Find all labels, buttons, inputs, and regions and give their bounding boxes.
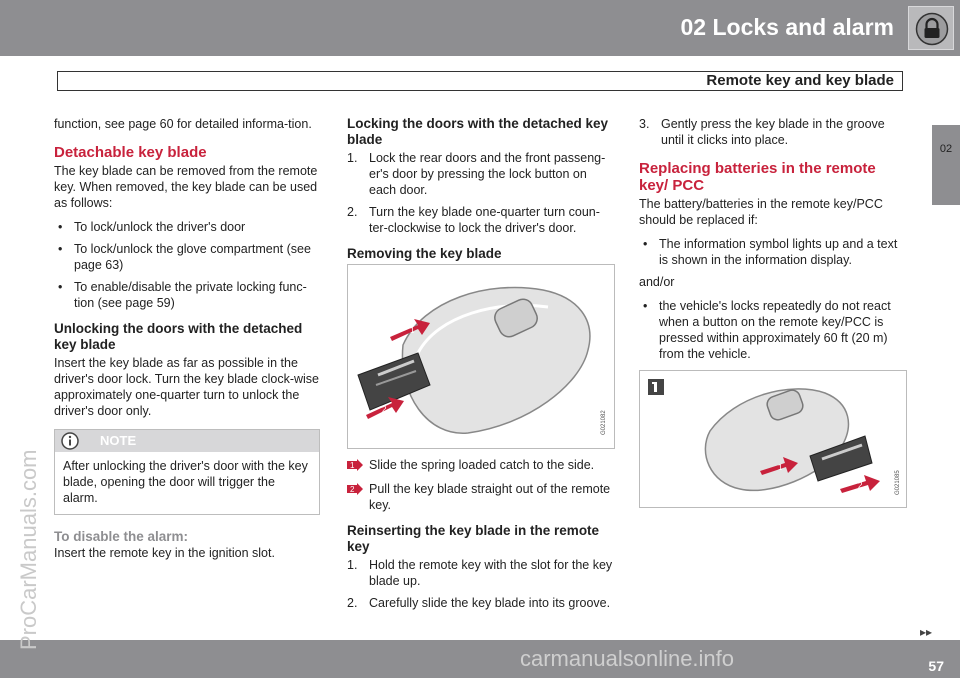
remove-heading: Removing the key blade [347,246,502,261]
list-item: 1. Lock the rear doors and the front passeng-er's door by pressing the lock button on each door. [347,151,606,197]
lock-icon-box [908,6,954,50]
battery-heading: Replacing batteries in the remote key/ PCC [639,160,876,194]
chapter-title: 02 Locks and alarm [680,14,894,40]
watermark-left: ProCarManuals.com [16,449,41,650]
page-number: 57 [928,658,944,674]
remove-key-figure [347,264,615,449]
battery-text: The battery/batteries in the remote key/PCC should be replaced if: [639,197,883,227]
svg-text:1: 1 [778,463,783,472]
lock-heading: Locking the doors with the detached key blade [347,116,609,147]
list-item: 3. Gently press the key blade in the groove until it clicks into place. [639,117,885,147]
section-title: Remote key and key blade [706,72,894,89]
list-item: • To enable/disable the private locking func-tion (see page 59) [54,279,320,311]
side-tab-label: 02 [939,143,953,155]
column-2 [347,116,614,617]
figure-code: G021085 [895,470,901,495]
lock-steps [347,150,614,236]
svg-text:1: 1 [410,326,415,335]
remove-step-2 [347,481,614,513]
remote-key-battery-illustration [640,371,906,507]
battery-bullet-2 [639,298,907,362]
step-1-badge-icon [347,459,363,471]
watermark-bottom: carmanualsonline.info [520,646,735,671]
remote-key-illustration [348,265,614,448]
column-3 [639,116,907,508]
reinsert-heading: Reinserting the key blade in the remote key [347,523,600,554]
section-bar [57,71,903,91]
page-footer [0,640,960,678]
detach-heading: Detachable key blade [54,144,207,161]
remove-step-1 [347,457,614,473]
info-icon [61,432,79,450]
list-item: • the vehicle's locks repeatedly do not react when a button on the remote key/PCC is pressed within approximately 60 ft (20 m) from the vehicle. [639,298,907,362]
list-item: • To lock/unlock the glove compartment (see page 63) [54,241,320,273]
chapter-header [0,0,960,56]
disable-alarm-heading: To disable the alarm: [54,529,189,544]
andor-text: and/or [639,275,675,289]
step-text: Slide the spring loaded catch to the side. [369,458,595,472]
list-item: 1. Hold the remote key with the slot for the key blade up. [347,558,613,588]
unlock-text: Insert the key blade as far as possible in the driver's door lock. Turn the key blade clock-wise approximately one-quarter turn to unlock the driver's door only. [54,356,319,418]
unlock-heading: Unlocking the doors with the detached key blade [54,321,303,352]
reinsert-steps [347,557,614,611]
step-2-badge-icon [347,483,363,495]
list-item: 2. Turn the key blade one-quarter turn coun-ter-clockwise to lock the driver's door. [347,205,600,235]
chapter-side-tab [932,125,960,205]
step-text: Pull the key blade straight out of the remote key. [369,482,611,512]
note-box [54,429,320,515]
battery-bullet-1 [639,236,907,268]
svg-text:2: 2 [350,485,355,494]
lock-icon [915,12,949,46]
list-item: • The information symbol lights up and a text is shown in the information display. [639,236,907,268]
battery-figure [639,370,907,508]
note-title: NOTE [100,433,137,448]
next-page-arrows-icon: ▸▸ [920,625,933,639]
detach-text: The key blade can be removed from the remote key. When removed, the key blade can be used as follows: [54,164,318,210]
column-1 [54,116,320,569]
note-text: After unlocking the driver's door with the key blade, opening the door will trigger the alarm. [63,459,308,505]
disable-alarm-text: Insert the remote key in the ignition slot. [54,546,275,560]
list-item: 2. Carefully slide the key blade into its groove. [347,596,611,610]
reinsert-step-3 [639,116,907,148]
list-item: • To lock/unlock the driver's door [54,219,320,235]
note-header [55,430,319,452]
intro-text: function, see page 60 for detailed informa-tion. [54,117,312,131]
svg-text:2: 2 [858,481,863,490]
figure-code: G021082 [601,410,607,435]
svg-text:2: 2 [382,405,387,414]
detach-bullets [54,219,320,311]
svg-text:1: 1 [350,461,355,470]
